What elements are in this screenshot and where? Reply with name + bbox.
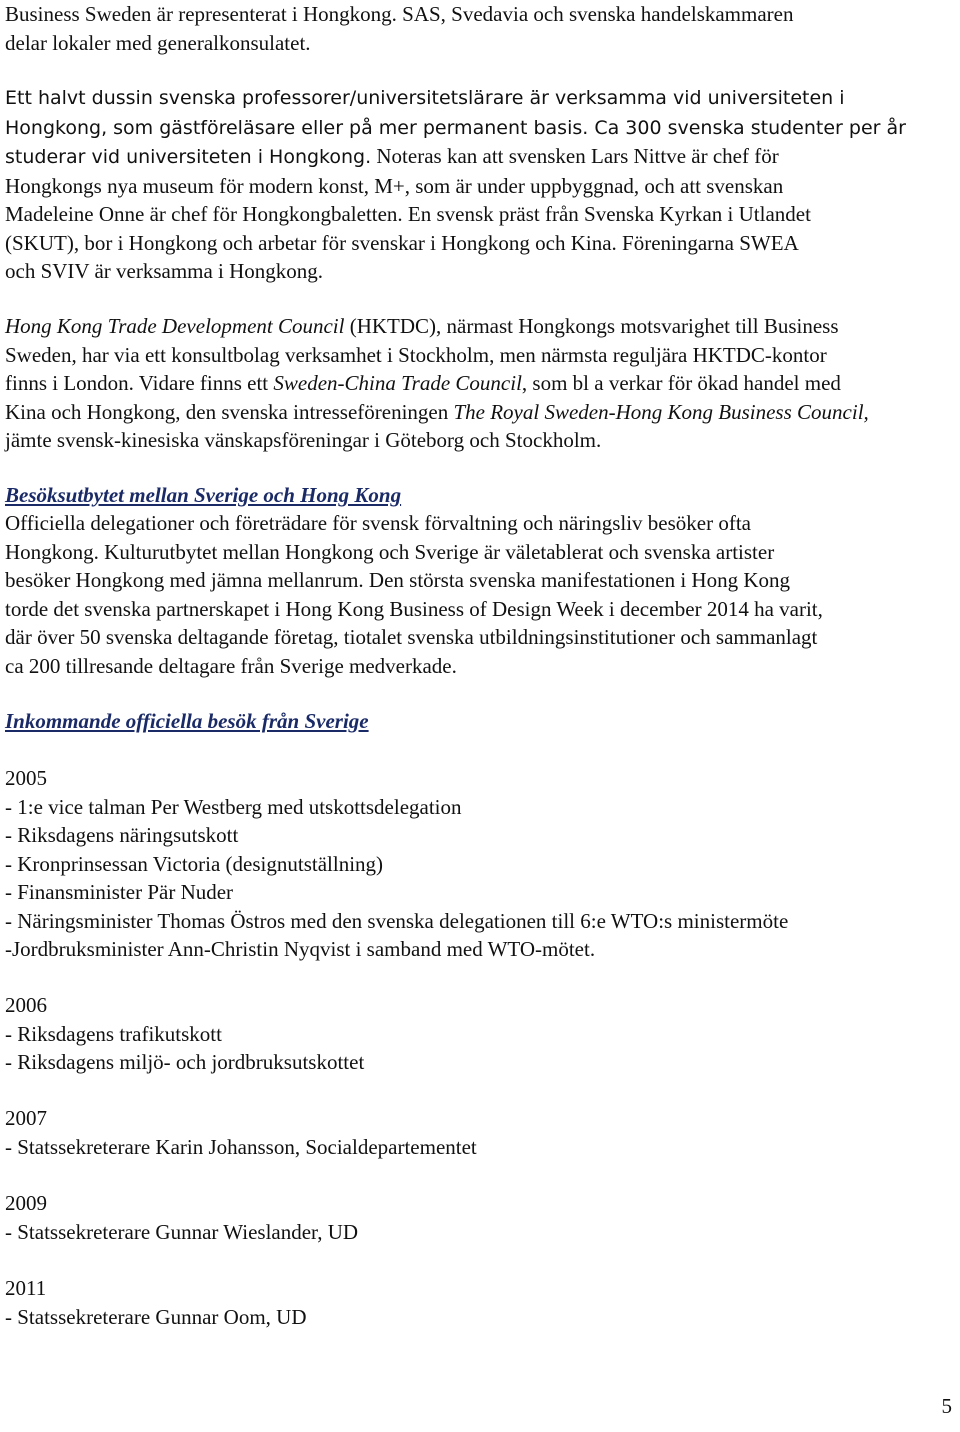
text-segment: Kina och Hongkong, den svenska intresseföreningen [5, 399, 454, 424]
text-line: jämte svensk-kinesiska vänskapsföreningar i Göteborg och Stockholm. [5, 428, 602, 452]
text-line: Officiella delegationer och företrädare för svensk förvaltning och näringsliv besöker ofta [5, 511, 751, 535]
section-heading-official-visits: Inkommande officiella besök från Sverige [5, 709, 369, 733]
visit-item: - Statssekreterare Gunnar Wieslander, UD [5, 1219, 359, 1244]
visit-year-block-2007 [5, 1104, 477, 1161]
paragraph-business-sweden [5, 0, 793, 57]
visit-year: 2007 [5, 1106, 47, 1130]
visit-item: -Jordbruksminister Ann-Christin Nyqvist i samband med WTO-mötet. [5, 937, 596, 961]
text-line: torde det svenska partnerskapet i Hong Kong Business of Design Week i december 2014 ha varit, [5, 596, 823, 621]
text-line: ca 200 tillresande deltagare från Sverige medverkade. [5, 653, 457, 678]
visit-item: - Riksdagens trafikutskott [5, 1021, 222, 1046]
text-segment: (HKTDC), närmast Hongkongs motsvarighet till Business [344, 314, 839, 338]
visit-item: - Riksdagens miljö- och jordbruksutskottet [5, 1050, 365, 1074]
visit-item: - Statssekreterare Karin Johansson, Socialdepartementet [5, 1134, 477, 1159]
visit-item: - Finansminister Pär Nuder [5, 880, 234, 904]
visit-year-block-2006 [5, 991, 364, 1077]
text-line: Sweden, har via ett konsultbolag verksamhet i Stockholm, men närmsta reguljära HKTDC-kontor [5, 342, 827, 367]
italic-org-name: The Royal Sweden-Hong Kong Business Council, [453, 399, 869, 424]
text-line: och SVIV är verksamma i Hongkong. [5, 259, 324, 283]
visit-year: 2011 [5, 1276, 47, 1300]
text-segment: Noteras kan att svensken Lars Nittve är chef för [371, 144, 779, 168]
paragraph-swedish-professors [5, 84, 906, 286]
visit-year-block-2009 [5, 1189, 358, 1246]
visit-year-block-2011 [5, 1274, 307, 1331]
italic-org-name: Sweden-China Trade Council [273, 371, 522, 395]
text-line: besöker Hongkong med jämna mellanrum. Den största svenska manifestationen i Hong Kong [5, 568, 790, 592]
visit-item: - 1:e vice talman Per Westberg med utskottsdelegation [5, 794, 462, 819]
text-segment: studerar vid universiteten i Hongkong. [5, 146, 372, 168]
text-segment: Hongkong, som gästföreläsare eller på mer permanent basis. [5, 116, 589, 139]
visit-year: 2009 [5, 1191, 47, 1215]
text-line: delar lokaler med generalkonsulatet. [5, 30, 311, 55]
text-line: Madeleine Onne är chef för Hongkongbaletten. En svensk präst från Svenska Kyrkan i Utlandet [5, 202, 811, 226]
visit-item: - Statssekreterare Gunnar Oom, UD [5, 1304, 307, 1329]
text-segment: , som bl a verkar för ökad handel med [521, 371, 841, 395]
paragraph-visit-exchange [5, 509, 823, 680]
visit-year-block-2005 [5, 764, 788, 964]
text-segment: Ca 300 svenska studenter per år [588, 116, 906, 139]
section-heading-visit-exchange: Besöksutbytet mellan Sverige och Hong Kong [5, 483, 402, 507]
visit-item: - Näringsminister Thomas Östros med den svenska delegationen till 6:e WTO:s ministermöte [5, 908, 789, 933]
visit-year: 2006 [5, 993, 47, 1017]
page-number: 5 [941, 1394, 952, 1418]
text-segment: finns i London. Vidare finns ett [5, 371, 274, 395]
visit-year: 2005 [5, 766, 47, 790]
visit-item: - Kronprinsessan Victoria (designutställning) [5, 851, 384, 876]
text-line: Business Sweden är representerat i Hongkong. SAS, Svedavia och svenska handelskammaren [5, 2, 794, 26]
visit-item: - Riksdagens näringsutskott [5, 823, 239, 847]
text-line: Hongkong. Kulturutbytet mellan Hongkong och Sverige är väletablerat och svenska artister [5, 539, 775, 564]
text-line: där över 50 svenska deltagande företag, tiotalet svenska utbildningsinstitutioner och sammanlagt [5, 625, 818, 649]
text-line: Hongkongs nya museum för modern konst, M+, som är under uppbyggnad, och att svenskan [5, 173, 784, 198]
paragraph-hktdc [5, 312, 869, 455]
text-line: Ett halvt dussin svenska professorer/universitetslärare är verksamma vid universiteten i [5, 87, 845, 109]
text-line: (SKUT), bor i Hongkong och arbetar för svenskar i Hongkong och Kina. Föreningarna SWEA [5, 230, 799, 255]
italic-org-name: Hong Kong Trade Development Council [5, 314, 345, 338]
